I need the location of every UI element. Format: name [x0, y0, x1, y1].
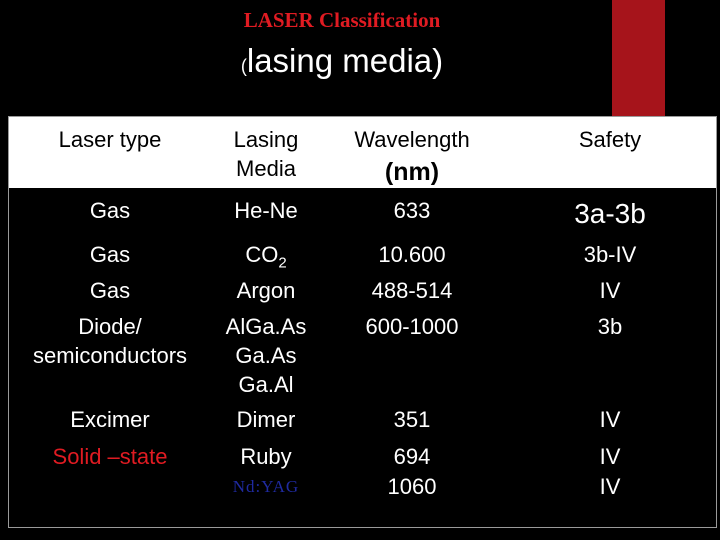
row6-safety-line2: IV	[599, 474, 621, 499]
slide-subtitle	[0, 42, 684, 80]
row1-wavelength: 633	[393, 198, 431, 223]
row2-safety: 3b-IV	[583, 242, 637, 267]
row1-media: He-Ne	[234, 198, 298, 223]
row6-wavelength: 694	[393, 444, 431, 469]
row3-media: Argon	[236, 278, 296, 303]
row5-media: Dimer	[236, 407, 296, 432]
header-lasing-media	[207, 125, 325, 183]
header-wavelength-unit: (nm)	[384, 158, 440, 186]
row4-type-line2: semiconductors	[32, 343, 188, 368]
row2-media	[207, 240, 325, 272]
row4-media-line2: Ga.As	[235, 343, 297, 368]
row4-type-line1: Diode/	[78, 314, 142, 339]
row1-safety: 3a-3b	[574, 198, 646, 229]
row6-type: Solid –state	[52, 444, 168, 469]
row3-type: Gas	[89, 278, 131, 303]
row2-media-subscript: 2	[278, 254, 287, 272]
row5-safety: IV	[599, 407, 621, 432]
row1-type: Gas	[89, 198, 131, 223]
row6-media: Ruby	[240, 444, 292, 469]
row4-media-line3: Ga.Al	[238, 372, 294, 397]
row2-wavelength: 10.600	[378, 242, 446, 267]
row2-media-text: CO	[245, 242, 279, 267]
header-wavelength: Wavelength	[354, 127, 470, 152]
row3-safety: IV	[599, 278, 621, 303]
slide-title: LASER Classification	[243, 8, 441, 32]
row5-type: Excimer	[70, 407, 150, 432]
row5-wavelength: 351	[393, 407, 431, 432]
row4-media-line1: AlGa.As	[225, 314, 307, 339]
row3-wavelength: 488-514	[371, 278, 453, 303]
subtitle-text: lasing media)	[246, 42, 444, 79]
row2-type: Gas	[89, 242, 131, 267]
header-safety: Safety	[578, 127, 642, 152]
subtitle-paren: (	[240, 56, 247, 76]
header-laser-type: Laser type	[58, 127, 162, 152]
row4-wavelength: 600-1000	[365, 314, 459, 339]
row4-safety: 3b	[597, 314, 623, 339]
row6-safety: IV	[599, 444, 621, 469]
header-lasing-media-text: Lasing Media	[233, 127, 299, 181]
row6-wavelength-line2: 1060	[387, 474, 437, 499]
row6-media-line2: Nd:YAG	[232, 477, 300, 496]
